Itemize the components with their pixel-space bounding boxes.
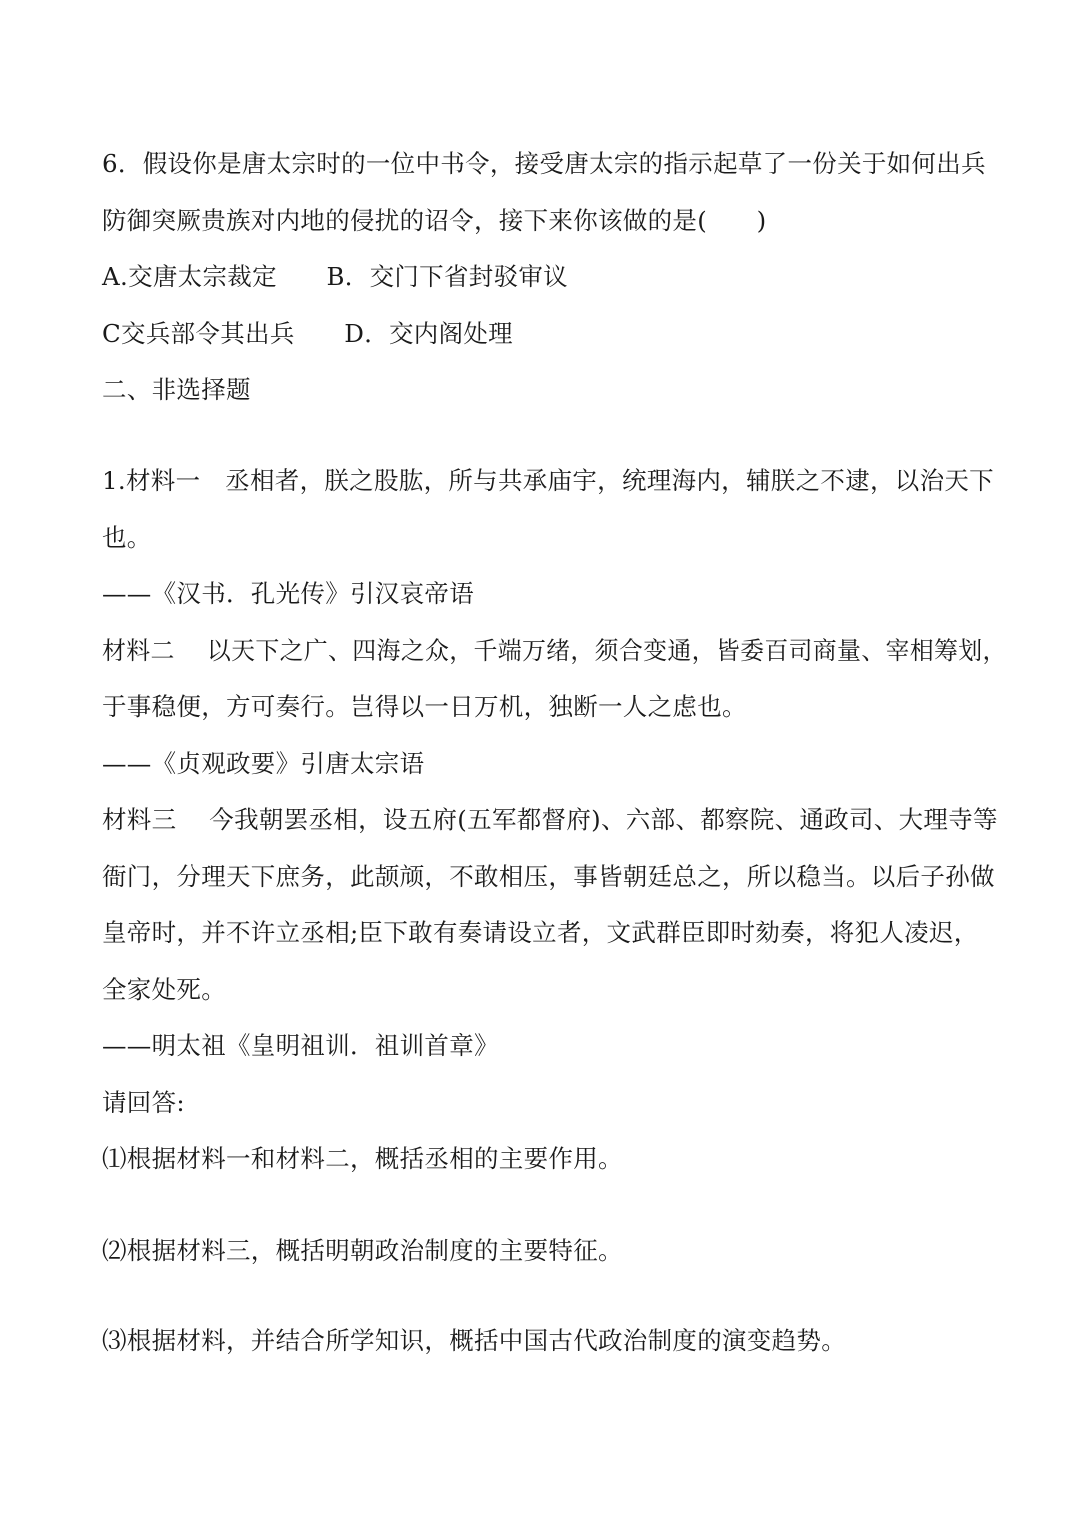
material3-line4: 全家处死。 (102, 975, 226, 1004)
material2-line1: 材料二 以天下之广、四海之众，千端万绪，须合变通，皆委百司商量、宰相筹划， (102, 636, 1007, 665)
material3-line1: 材料三 今我朝罢丞相，设五府(五军都督府)、六部、都察院、通政司、大理寺等 (102, 805, 998, 834)
subquestion-3: ⑶根据材料，并结合所学知识，概括中国古代政治制度的演变趋势。 (102, 1326, 846, 1355)
question6-options-ab: A.交唐太宗裁定 B．交门下省封驳审议 (102, 262, 568, 291)
answer-prompt: 请回答: (102, 1088, 185, 1117)
material3-line3: 皇帝时，并不许立丞相;臣下敢有奏请设立者，文武群臣即时劾奏，将犯人凌迟， (102, 918, 979, 947)
material3-line2: 衙门，分理天下庶务，此颉颃，不敢相压，事皆朝廷总之，所以稳当。以后子孙做 (102, 862, 995, 891)
material1-line2: 也。 (102, 523, 152, 552)
question6-stem-line1: 6．假设你是唐太宗时的一位中书令，接受唐太宗的指示起草了一份关于如何出兵 (102, 149, 986, 178)
material3-source: ——明太祖《皇明祖训．祖训首章》 (102, 1031, 499, 1060)
material2-line2: 于事稳便，方可奏行。岂得以一日万机，独断一人之虑也。 (102, 692, 747, 721)
subquestion-1: ⑴根据材料一和材料二，概括丞相的主要作用。 (102, 1144, 623, 1173)
material1-line1: 1.材料一 丞相者，朕之股肱，所与共承庙宇，统理海内，辅朕之不逮，以治天下 (102, 466, 994, 495)
question6-stem-line2: 防御突厥贵族对内地的侵扰的诏令，接下来你该做的是( ) (102, 206, 767, 235)
material2-source: ——《贞观政要》引唐太宗语 (102, 749, 425, 778)
section-heading-non-choice: 二、非选择题 (102, 375, 251, 404)
subquestion-2: ⑵根据材料三，概括明朝政治制度的主要特征。 (102, 1236, 623, 1265)
material1-source: ——《汉书．孔光传》引汉哀帝语 (102, 579, 474, 608)
question6-options-cd: C交兵部令其出兵 D．交内阁处理 (102, 319, 513, 348)
